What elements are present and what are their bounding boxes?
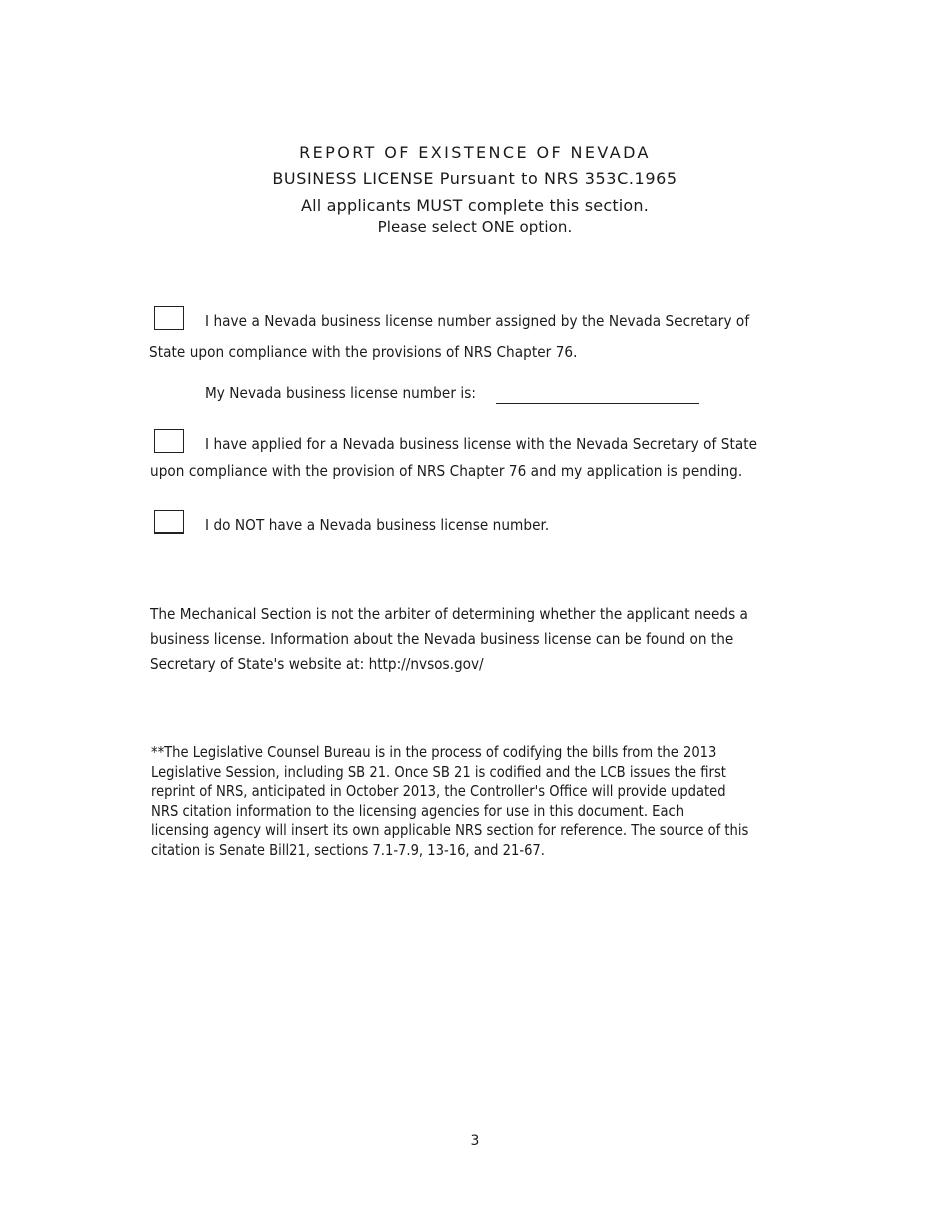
- option-applied-text-line2: upon compliance with the provision of NRS Chapter 76 and my application is pending.: [150, 462, 743, 480]
- footnote-line: **The Legislative Counsel Bureau is in the process of codifying the bills from the 2013: [151, 743, 717, 761]
- footnote-line: NRS citation information to the licensing agencies for use in this document. Each: [151, 801, 685, 820]
- footnote-line: citation is Senate Bill21, sections 7.1-7.9, 13-16, and 21-67.: [151, 840, 545, 859]
- option-has-license-text-line2: State upon compliance with the provisions of NRS Chapter 76.: [149, 343, 578, 361]
- option-applied-text-line1: I have applied for a Nevada business license with the Nevada Secretary of State: [205, 435, 758, 453]
- footnote-line: reprint of NRS, anticipated in October 2013, the Controller's Office will provide updated: [151, 782, 726, 800]
- license-number-label: My Nevada business license number is:: [205, 384, 476, 402]
- select-one-line: Please select ONE option.: [377, 218, 573, 236]
- report-title: REPORT OF EXISTENCE OF NEVADA: [299, 143, 651, 162]
- instruction-line: All applicants MUST complete this section.: [300, 196, 650, 215]
- option-has-license-text-line1: I have a Nevada business license number assigned by the Nevada Secretary of: [205, 312, 750, 330]
- report-subtitle: BUSINESS LICENSE Pursuant to NRS 353C.1965: [272, 169, 678, 188]
- paragraph-line: Secretary of State's website at: http://nvsos.gov/: [150, 655, 484, 673]
- mechanical-section-paragraph: [150, 602, 748, 677]
- footnote-line: licensing agency will insert its own applicable NRS section for reference. The source of this: [151, 821, 749, 839]
- footnote-line: Legislative Session, including SB 21. Once SB 21 is codified and the LCB issues the first: [151, 762, 726, 781]
- page-number: 3: [470, 1133, 480, 1149]
- paragraph-line: business license. Information about the Nevada business license can be found on the: [150, 630, 734, 648]
- option-no-license-text: I do NOT have a Nevada business license number.: [205, 516, 550, 534]
- option-has-license-checkbox[interactable]: [154, 306, 184, 330]
- option-no-license-checkbox[interactable]: [154, 510, 184, 534]
- option-applied-checkbox[interactable]: [154, 429, 184, 453]
- paragraph-line: The Mechanical Section is not the arbiter of determining whether the applicant needs a: [150, 605, 748, 623]
- lcb-footnote-paragraph: [151, 743, 749, 860]
- license-number-input[interactable]: [496, 383, 699, 404]
